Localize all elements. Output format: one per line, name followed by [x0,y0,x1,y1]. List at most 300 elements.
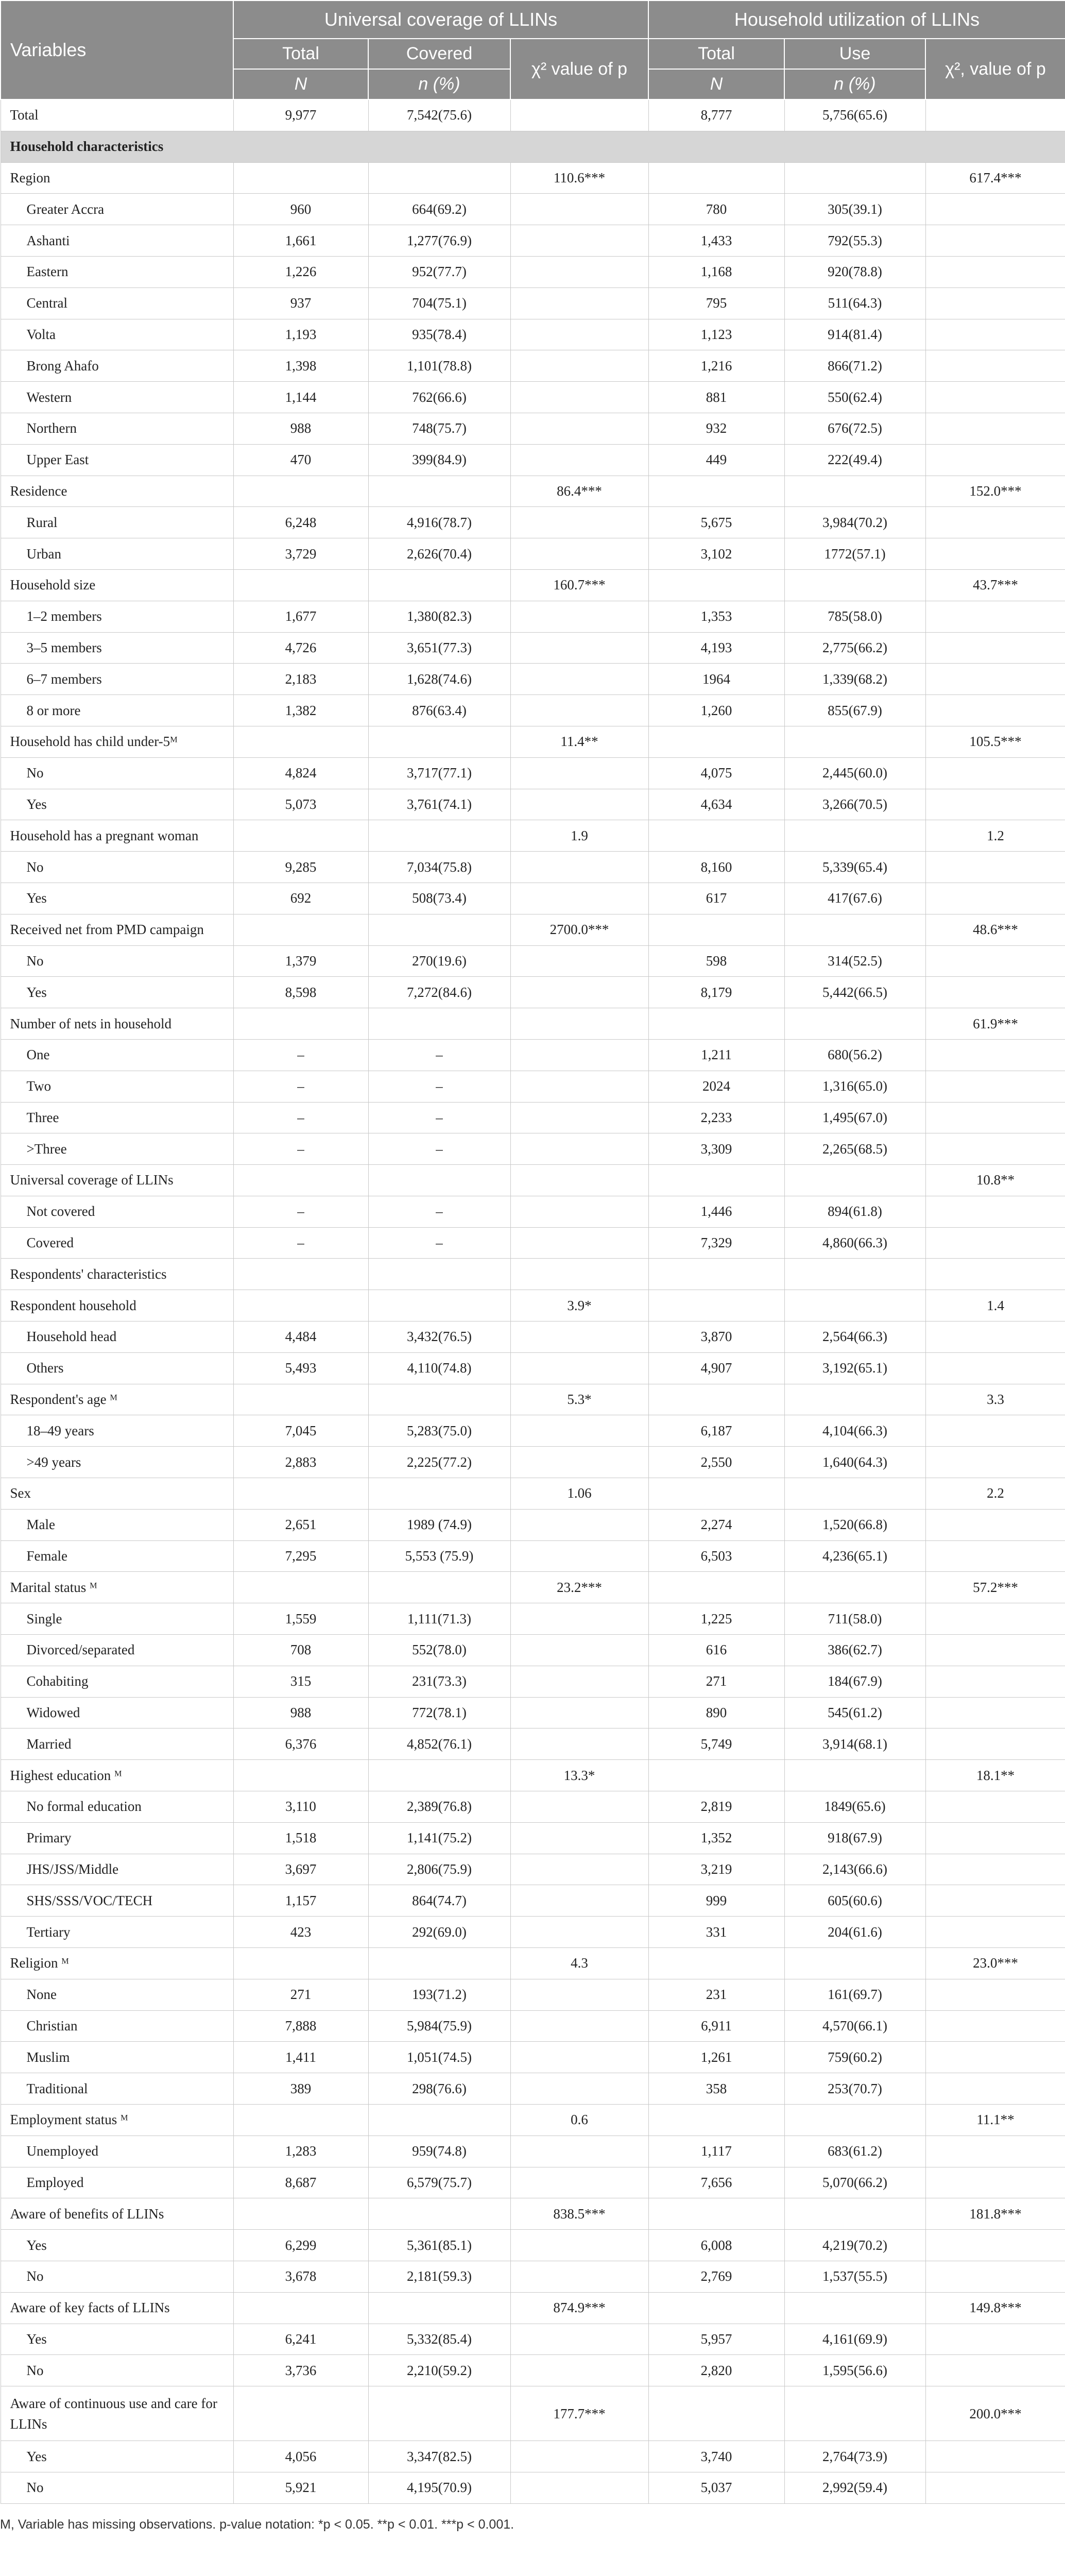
chi-use-cell: 149.8*** [925,2292,1065,2324]
row-label: Three [1,1102,233,1133]
total-n-use-cell: 6,503 [648,1540,784,1572]
covered-cell [368,1008,510,1040]
total-n-cell: 1,559 [233,1603,368,1635]
use-cell [784,2292,925,2324]
table-row-sub [1,1039,1065,1071]
chi-use-cell [925,1447,1065,1478]
total-n-cell: 6,241 [233,2324,368,2355]
row-label: Number of nets in household [1,1008,233,1040]
use-cell [784,2105,925,2136]
total-header-1: Total [233,39,368,69]
chi-coverage-cell [510,789,648,820]
use-cell [784,1478,925,1510]
use-cell: 2,764(73.9) [784,2441,925,2472]
total-n-use-cell: 7,656 [648,2167,784,2198]
total-n-cell [233,162,368,194]
covered-cell: 5,283(75.0) [368,1415,510,1447]
row-label: Household size [1,569,233,601]
row-label: Two [1,1071,233,1102]
chi-use-cell [925,382,1065,413]
row-label: No [1,852,233,883]
table-row-sub [1,413,1065,444]
total-n-cell [233,1384,368,1415]
covered-cell: 772(78.1) [368,1697,510,1728]
table-row-sub [1,2355,1065,2386]
row-label: Respondent household [1,1290,233,1321]
chi-coverage-cell [510,1791,648,1823]
chi-coverage-cell [510,664,648,695]
total-n-cell: 8,687 [233,2167,368,2198]
total-n-use-cell [648,1760,784,1791]
chi-coverage-cell [510,2230,648,2261]
chi-coverage-cell [510,1885,648,1917]
chi-coverage-cell: 160.7*** [510,569,648,601]
table-row-sub [1,1666,1065,1697]
coverage-group-header: Universal coverage of LLINs [233,1,648,39]
chi-use-cell [925,1697,1065,1728]
total-n-use-cell [648,914,784,945]
use-cell: 314(52.5) [784,945,925,977]
covered-cell: 7,034(75.8) [368,852,510,883]
table-row-sub [1,538,1065,570]
chi-use-cell: 18.1** [925,1760,1065,1791]
table-row [1,476,1065,507]
chi-coverage-cell [510,194,648,225]
section-row [1,131,1065,162]
chi-coverage-cell [510,1259,648,1290]
total-n-use-cell: 3,870 [648,1321,784,1353]
npct-header-2: n (%) [784,69,925,99]
table-row-sub [1,757,1065,789]
use-cell: 1,520(66.8) [784,1509,925,1540]
table-row-sub [1,194,1065,225]
table-row-sub [1,1071,1065,1102]
table-row-sub [1,225,1065,257]
chi-coverage-cell [510,444,648,476]
chi-use-cell [925,2010,1065,2042]
chi-coverage-cell: 2700.0*** [510,914,648,945]
table-row [1,914,1065,945]
chi-use-cell [925,413,1065,444]
total-n-cell: 6,299 [233,2230,368,2261]
covered-cell: 748(75.7) [368,413,510,444]
use-cell [784,1008,925,1040]
chi-coverage-cell [510,1352,648,1384]
chi-coverage-cell [510,2042,648,2073]
covered-cell: 399(84.9) [368,444,510,476]
use-cell: 550(62.4) [784,382,925,413]
total-n-use-cell: 271 [648,1666,784,1697]
total-n-use-cell: 449 [648,444,784,476]
use-cell: 2,564(66.3) [784,1321,925,1353]
row-label: Yes [1,789,233,820]
use-cell: 5,070(66.2) [784,2167,925,2198]
table-row-sub [1,1979,1065,2010]
total-n-cell: 4,484 [233,1321,368,1353]
row-label: Yes [1,977,233,1008]
use-cell: 914(81.4) [784,319,925,350]
row-label: Residence [1,476,233,507]
use-cell: 204(61.6) [784,1917,925,1948]
row-label: Brong Ahafo [1,350,233,382]
total-n-cell [233,1008,368,1040]
chi-coverage-cell [510,1822,648,1854]
covered-cell: 292(69.0) [368,1917,510,1948]
table-row [1,1572,1065,1603]
chi-coverage-cell: 13.3* [510,1760,648,1791]
total-n-cell: 708 [233,1635,368,1666]
total-n-use-cell: 2024 [648,1071,784,1102]
use-cell: 4,161(69.9) [784,2324,925,2355]
use-cell [784,2386,925,2441]
covered-cell [368,1259,510,1290]
total-n-cell: 4,726 [233,632,368,664]
covered-cell: 6,579(75.7) [368,2167,510,2198]
total-n-use-cell: 780 [648,194,784,225]
use-cell: 1772(57.1) [784,538,925,570]
chi-coverage-cell [510,225,648,257]
covered-cell: 2,181(59.3) [368,2261,510,2292]
use-cell [784,726,925,757]
chi-use-cell: 1.2 [925,820,1065,852]
covered-cell: 876(63.4) [368,695,510,726]
chi-use-cell [925,601,1065,632]
chi-use-cell: 43.7*** [925,569,1065,601]
covered-cell: 5,361(85.1) [368,2230,510,2261]
covered-cell: 552(78.0) [368,1635,510,1666]
total-n-use-cell [648,1259,784,1290]
chi-use-cell [925,538,1065,570]
chi-use-cell: 181.8*** [925,2198,1065,2230]
row-label: Household has child under-5ᴹ [1,726,233,757]
row-label: Employed [1,2167,233,2198]
table-row-sub [1,507,1065,538]
table-row [1,2292,1065,2324]
chi-use-cell [925,2441,1065,2472]
chi-use-cell: 10.8** [925,1165,1065,1196]
covered-cell: 1,277(76.9) [368,225,510,257]
row-label: Northern [1,413,233,444]
covered-cell: 508(73.4) [368,883,510,914]
covered-cell: 959(74.8) [368,2136,510,2167]
covered-cell [368,2198,510,2230]
row-label: One [1,1039,233,1071]
chi-coverage-cell [510,256,648,287]
chi-use-cell: 11.1** [925,2105,1065,2136]
row-label: Primary [1,1822,233,1854]
row-label: Region [1,162,233,194]
total-n-use-cell [648,2198,784,2230]
row-label: Greater Accra [1,194,233,225]
covered-cell: 664(69.2) [368,194,510,225]
table-row [1,820,1065,852]
covered-cell: 4,110(74.8) [368,1352,510,1384]
section-label: Household characteristics [1,131,1065,162]
total-n-cell: 271 [233,1979,368,2010]
row-label: Universal coverage of LLINs [1,1165,233,1196]
total-n-cell: 423 [233,1917,368,1948]
covered-cell: 762(66.6) [368,382,510,413]
table-row-sub [1,2441,1065,2472]
total-n-use-cell: 3,219 [648,1854,784,1885]
chi-coverage-cell [510,1603,648,1635]
table-row-sub [1,632,1065,664]
total-n-use-cell: 598 [648,945,784,977]
row-label: Religion ᴹ [1,1948,233,1979]
chi-use-cell [925,507,1065,538]
covered-cell: 1989 (74.9) [368,1509,510,1540]
chi-coverage-cell [510,1196,648,1227]
table-row-sub [1,1822,1065,1854]
covered-cell: 5,553 (75.9) [368,1540,510,1572]
total-n-use-cell [648,1165,784,1196]
covered-cell: 4,195(70.9) [368,2472,510,2503]
total-n-use-cell: 8,777 [648,99,784,131]
total-n-use-cell: 1,117 [648,2136,784,2167]
row-label: SHS/SSS/VOC/TECH [1,1885,233,1917]
covered-cell: 4,916(78.7) [368,507,510,538]
chi-use-cell [925,2042,1065,2073]
row-label: No [1,2261,233,2292]
chi-use-cell [925,1540,1065,1572]
chi-use-cell [925,789,1065,820]
chi-coverage-cell [510,1979,648,2010]
total-n-cell: 1,661 [233,225,368,257]
covered-cell: 935(78.4) [368,319,510,350]
use-cell: 792(55.3) [784,225,925,257]
total-n-use-cell: 4,907 [648,1352,784,1384]
chi-use-cell [925,1728,1065,1760]
total-n-use-cell: 1,353 [648,601,784,632]
total-n-cell: 389 [233,2073,368,2105]
row-label: Divorced/separated [1,1635,233,1666]
chi-use-cell: 200.0*** [925,2386,1065,2441]
chi-coverage-cell [510,1854,648,1885]
table-row-sub [1,1697,1065,1728]
chi-use-cell [925,1227,1065,1259]
row-label: Single [1,1603,233,1635]
row-label: Yes [1,883,233,914]
chi-coverage-cell [510,977,648,1008]
chi-use-cell: 1.4 [925,1290,1065,1321]
covered-cell: 1,628(74.6) [368,664,510,695]
table-row-sub [1,1603,1065,1635]
table-row [1,2198,1065,2230]
total-n-use-cell: 1964 [648,664,784,695]
table-row-sub [1,2073,1065,2105]
total-n-cell: 5,073 [233,789,368,820]
table-row-sub [1,2010,1065,2042]
total-n-use-cell: 1,352 [648,1822,784,1854]
chi-use-cell [925,1039,1065,1071]
table-row [1,99,1065,131]
row-label: Male [1,1509,233,1540]
total-n-cell: – [233,1039,368,1071]
total-n-use-cell: 1,216 [648,350,784,382]
covered-cell [368,1165,510,1196]
total-n-use-cell: 2,769 [648,2261,784,2292]
total-n-use-cell: 1,168 [648,256,784,287]
table-row-sub [1,852,1065,883]
chi-coverage-cell [510,2136,648,2167]
row-label: Highest education ᴹ [1,1760,233,1791]
total-n-use-cell [648,2386,784,2441]
chi-use-cell [925,1071,1065,1102]
table-row-sub [1,256,1065,287]
use-cell: 545(61.2) [784,1697,925,1728]
table-row-sub [1,1885,1065,1917]
row-label: Urban [1,538,233,570]
chi-coverage-cell [510,1728,648,1760]
use-cell: 1849(65.6) [784,1791,925,1823]
total-n-cell [233,2198,368,2230]
use-cell [784,1572,925,1603]
covered-cell: 7,272(84.6) [368,977,510,1008]
chi-coverage-cell [510,99,648,131]
chi-coverage-cell: 3.9* [510,1290,648,1321]
total-n-cell: 2,883 [233,1447,368,1478]
chi-coverage-cell [510,632,648,664]
use-cell: 5,756(65.6) [784,99,925,131]
chi-use-cell: 23.0*** [925,1948,1065,1979]
total-n-cell: – [233,1102,368,1133]
use-cell: 680(56.2) [784,1039,925,1071]
row-label: Respondents' characteristics [1,1259,233,1290]
chi-use-cell [925,2261,1065,2292]
chi-coverage-cell: 23.2*** [510,1572,648,1603]
covered-cell: – [368,1196,510,1227]
table-row-sub [1,2230,1065,2261]
chi-use-cell [925,225,1065,257]
total-n-cell [233,1290,368,1321]
use-cell: 4,219(70.2) [784,2230,925,2261]
total-n-use-cell: 2,819 [648,1791,784,1823]
total-n-cell: 1,283 [233,2136,368,2167]
chi-use-cell: 105.5*** [925,726,1065,757]
row-label: JHS/JSS/Middle [1,1854,233,1885]
covered-cell [368,2105,510,2136]
covered-cell: 1,380(82.3) [368,601,510,632]
chi-use-cell [925,1885,1065,1917]
total-n-cell: 988 [233,413,368,444]
total-n-use-cell: 617 [648,883,784,914]
chi-coverage-cell: 874.9*** [510,2292,648,2324]
total-n-cell: 3,697 [233,1854,368,1885]
total-n-use-cell [648,2105,784,2136]
use-cell [784,1290,925,1321]
chi-use-cell [925,1917,1065,1948]
n-header-1: N [233,69,368,99]
total-n-cell: 1,144 [233,382,368,413]
row-label: Tertiary [1,1917,233,1948]
covered-cell: 298(76.6) [368,2073,510,2105]
chi-use-cell [925,1603,1065,1635]
row-label: 1–2 members [1,601,233,632]
chi-coverage-cell [510,601,648,632]
row-label: Central [1,287,233,319]
total-n-use-cell: 1,211 [648,1039,784,1071]
use-cell: 4,570(66.1) [784,2010,925,2042]
total-n-use-cell: 6,187 [648,1415,784,1447]
total-n-use-cell: 881 [648,382,784,413]
total-n-use-cell: 4,193 [648,632,784,664]
total-n-cell: 1,411 [233,2042,368,2073]
row-label: Household has a pregnant woman [1,820,233,852]
chi-header-2: χ², value of p [925,39,1065,99]
use-cell: 866(71.2) [784,350,925,382]
row-label: Female [1,1540,233,1572]
covered-cell [368,1760,510,1791]
chi-use-cell [925,883,1065,914]
total-n-cell: 960 [233,194,368,225]
total-n-use-cell: 795 [648,287,784,319]
chi-coverage-cell [510,1102,648,1133]
use-cell: 920(78.8) [784,256,925,287]
chi-use-cell [925,1635,1065,1666]
table-row-sub [1,601,1065,632]
total-n-cell: 3,729 [233,538,368,570]
use-cell: 4,236(65.1) [784,1540,925,1572]
table-row-sub [1,1415,1065,1447]
use-cell: 894(61.8) [784,1196,925,1227]
table-row-sub [1,1791,1065,1823]
covered-cell: 1,101(78.8) [368,350,510,382]
utilization-group-header: Household utilization of LLINs [648,1,1065,39]
use-cell: 253(70.7) [784,2073,925,2105]
table-row [1,1290,1065,1321]
covered-cell: – [368,1102,510,1133]
row-label: Eastern [1,256,233,287]
chi-use-cell [925,945,1065,977]
row-label: Cohabiting [1,1666,233,1697]
row-label: Others [1,1352,233,1384]
use-cell: 3,266(70.5) [784,789,925,820]
total-n-use-cell [648,1572,784,1603]
table-row-sub [1,1447,1065,1478]
total-n-use-cell [648,569,784,601]
use-cell: 5,442(66.5) [784,977,925,1008]
variables-header: Variables [1,1,233,99]
total-n-cell: 988 [233,1697,368,1728]
total-n-use-cell: 1,260 [648,695,784,726]
covered-cell: – [368,1133,510,1165]
row-label: Aware of key facts of LLINs [1,2292,233,2324]
covered-cell: 3,347(82.5) [368,2441,510,2472]
chi-coverage-cell [510,538,648,570]
table-row-sub [1,1635,1065,1666]
chi-use-cell: 61.9*** [925,1008,1065,1040]
total-n-use-cell: 231 [648,1979,784,2010]
chi-coverage-cell [510,2441,648,2472]
chi-coverage-cell [510,2355,648,2386]
table-row [1,1384,1065,1415]
total-n-cell: 1,518 [233,1822,368,1854]
row-label: Household head [1,1321,233,1353]
row-label: Traditional [1,2073,233,2105]
use-cell: 161(69.7) [784,1979,925,2010]
covered-cell [368,569,510,601]
chi-coverage-cell: 86.4*** [510,476,648,507]
chi-use-cell [925,194,1065,225]
total-n-cell [233,1572,368,1603]
table-row-sub [1,883,1065,914]
row-label: No [1,2355,233,2386]
total-n-use-cell: 331 [648,1917,784,1948]
total-n-cell [233,726,368,757]
row-label: Sex [1,1478,233,1510]
use-cell: 222(49.4) [784,444,925,476]
row-label: 3–5 members [1,632,233,664]
